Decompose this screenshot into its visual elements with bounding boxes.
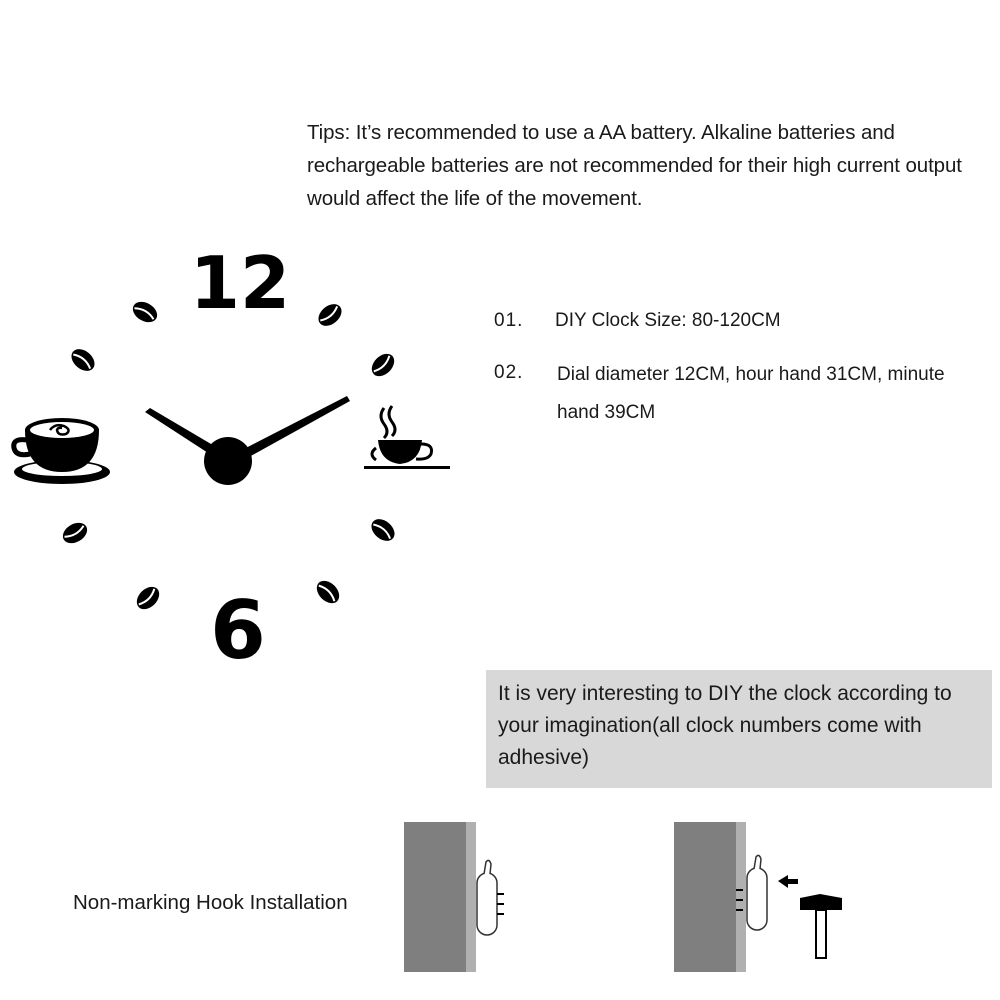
clock-hands-icon [145, 396, 350, 485]
spec-2-number: 02. [494, 362, 524, 383]
coffee-bean-icon [367, 349, 398, 380]
coffee-bean-icon [132, 582, 163, 613]
hook-installation-label: Non-marking Hook Installation [73, 891, 348, 914]
coffee-bean-icon [129, 298, 161, 327]
spec-1-text: DIY Clock Size: 80-120CM [555, 310, 781, 331]
coffee-bean-icon [67, 345, 98, 376]
wall-edge [736, 822, 746, 972]
coffee-cup-swirl-icon [14, 418, 110, 484]
wall-panel [674, 822, 736, 972]
spec-1-number: 01. [494, 310, 524, 331]
diy-note-text: It is very interesting to DIY the clock according to your imagination(all clock numbers come with adhesive) [498, 682, 952, 769]
wall-hook-icon [477, 860, 504, 935]
wall-panel [404, 822, 466, 972]
hook-installation-step-2 [670, 818, 860, 978]
wall-edge [466, 822, 476, 972]
tips-text: Tips: It’s recommended to use a AA battery. Alkaline batteries and rechargeable batteries are not recommended for their high current output would affect the life of the movement. [307, 121, 962, 210]
numeral-6: 6 [210, 584, 266, 677]
spec-2-text: Dial diameter 12CM, hour hand 31CM, minute hand 39CM [557, 364, 945, 423]
arrow-left-icon [778, 875, 798, 888]
coffee-bean-icon [59, 519, 91, 548]
steaming-coffee-cup-icon [364, 406, 450, 469]
numeral-12: 12 [189, 241, 291, 325]
coffee-bean-icon [312, 576, 343, 607]
coffee-bean-icon [314, 300, 345, 331]
hook-installation-step-1 [400, 818, 520, 978]
hammer-icon [800, 894, 842, 958]
diy-note-box [486, 670, 992, 788]
diy-clock-illustration [0, 240, 470, 680]
coffee-bean-icon [367, 515, 398, 546]
